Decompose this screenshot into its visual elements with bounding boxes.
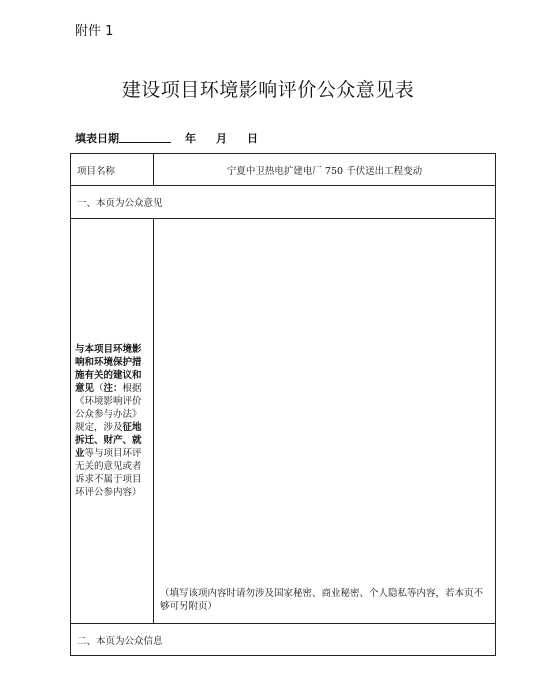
project-name-label: 项目名称: [71, 154, 154, 186]
section2-heading: 二、本页为公众信息: [71, 624, 496, 656]
opinion-label-note-bold: 注：: [103, 383, 123, 394]
opinion-label-bold-3: 征地拆迁、财产、就业: [75, 422, 142, 459]
project-name-value: 宁夏中卫热电扩建电厂 750 千伏送出工程变动: [154, 154, 496, 186]
year-label: 年: [185, 132, 196, 145]
project-name-row: [71, 154, 496, 186]
fill-date-label: 填表日期: [75, 132, 119, 145]
opinion-note: （填写该项内容时请勿涉及国家秘密、商业秘密、个人隐私等内容，若本页不够可另附页）: [160, 588, 484, 612]
opinion-input-area[interactable]: [154, 219, 496, 624]
month-label: 月: [216, 132, 227, 145]
day-label: 日: [247, 132, 258, 145]
attachment-label: 附件 1: [75, 24, 114, 39]
section1-heading: 一、本页为公众意见: [71, 186, 496, 219]
opinion-label-bold-1: 与本项目环境影响和环境保护措施有关的建议和意见: [75, 344, 142, 394]
section1-row: [71, 186, 496, 219]
opinion-row: [71, 219, 496, 624]
opinion-label: 与本项目环境影响和环境保护措施有关的建议和意见（注：根据《环境影响评价公众参与办法》规定，涉及征地拆迁、财产、就业等与项目环评无关的意见或者诉求不属于项目环评公参内容）: [71, 219, 154, 624]
fill-date-blank[interactable]: [119, 131, 171, 143]
opinion-label-text-1: 根据《环境影响评价公众参与办法》规定，涉及: [75, 383, 142, 433]
opinion-label-text-2: 等与项目环评无关的意见或者诉求不属于项目环评公参内容）: [75, 448, 142, 498]
section2-row: [71, 624, 496, 656]
fill-date-line: [75, 130, 258, 146]
opinion-form-table: [70, 153, 496, 656]
page-title: 建设项目环境影响评价公众意见表: [121, 79, 415, 101]
